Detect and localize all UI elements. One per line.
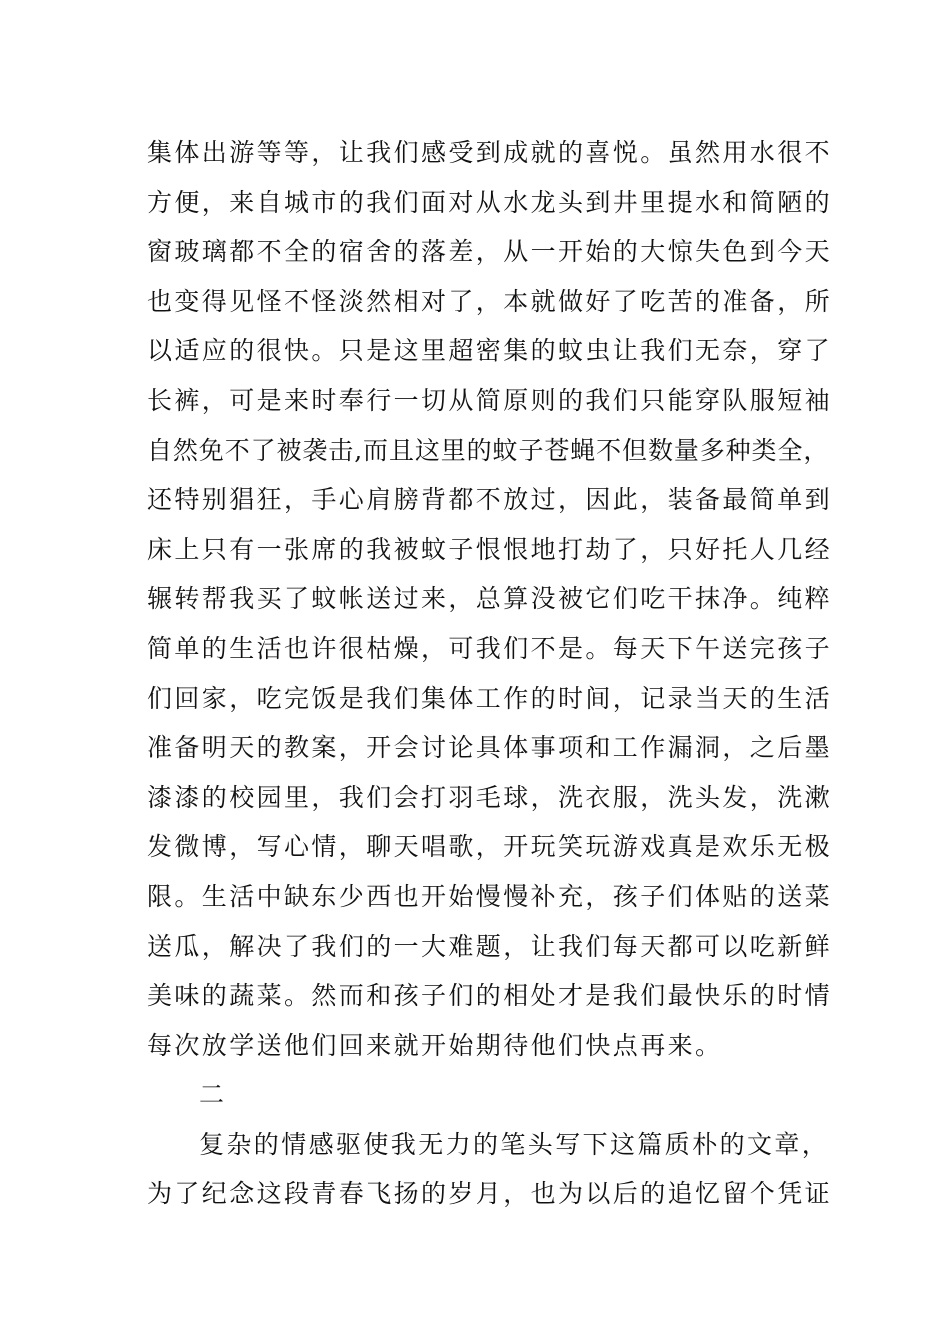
text-line: 美味的蔬菜。然而和孩子们的相处才是我们最快乐的时情 [147,981,833,1011]
section-heading: 二 [199,1080,227,1110]
text-line: 限。生活中缺东少西也开始慢慢补充，孩子们体贴的送菜 [147,881,833,911]
text-line: 简单的生活也许很枯燥，可我们不是。每天下午送完孩子 [147,633,833,663]
text-line: 们回家，吃完饭是我们集体工作的时间，记录当天的生活 [147,683,833,713]
text-line: 也变得见怪不怪淡然相对了，本就做好了吃苦的准备，所 [147,286,833,316]
text-line: 长裤，可是来时奉行一切从简原则的我们只能穿队服短袖 [147,385,833,415]
text-line: 准备明天的教案，开会讨论具体事项和工作漏洞，之后墨 [147,733,833,763]
text-line: 集体出游等等，让我们感受到成就的喜悦。虽然用水很不 [147,138,833,167]
text-line: 方便，来自城市的我们面对从水龙头到井里提水和简陋的 [147,187,833,217]
text-line: 以适应的很快。只是这里超密集的蚊虫让我们无奈，穿了 [147,336,833,366]
document-body [147,128,837,1219]
text-line: 送瓜，解决了我们的一大难题，让我们每天都可以吃新鲜 [147,931,833,961]
text-line: 为了纪念这段青春飞扬的岁月，也为以后的追忆留个凭证 [147,1179,833,1209]
text-line: 每次放学送他们回来就开始期待他们快点再来。 [147,1030,723,1060]
text-line: 漆漆的校园里，我们会打羽毛球，洗衣服，洗头发，洗漱 [147,782,833,812]
text-line: 自然免不了被袭击,而且这里的蚊子苍蝇不但数量多种类全， [147,435,830,465]
text-line: 床上只有一张席的我被蚊子恨恨地打劫了，只好托人几经 [147,534,833,564]
text-line: 辗转帮我买了蚊帐送过来，总算没被它们吃干抹净。纯粹 [147,584,833,614]
text-line: 复杂的情感驱使我无力的笔头写下这篇质朴的文章， [199,1129,830,1159]
text-line: 窗玻璃都不全的宿舍的落差，从一开始的大惊失色到今天 [147,237,833,267]
text-line: 发微博，写心情，聊天唱歌，开玩笑玩游戏真是欢乐无极 [147,832,833,862]
text-line: 还特别猖狂，手心肩膀背都不放过，因此，装备最简单到 [147,485,833,515]
